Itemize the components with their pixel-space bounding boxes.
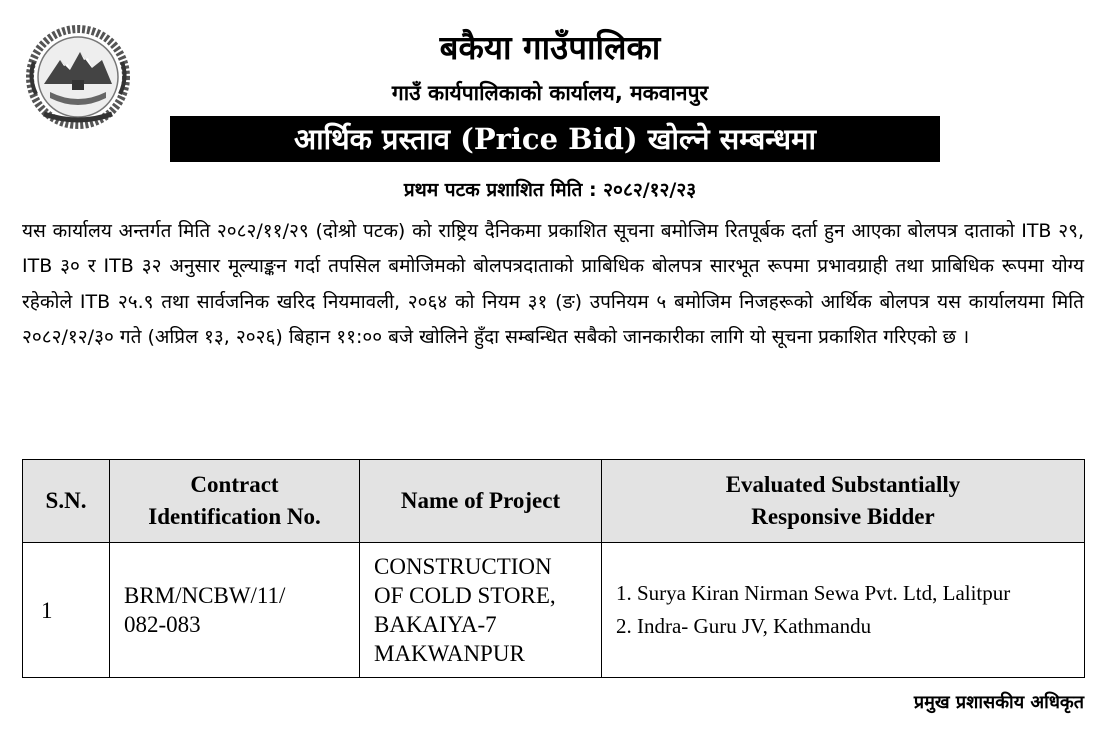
notice-title-banner: आर्थिक प्रस्ताव (Price Bid) खोल्ने सम्बन्धमा	[170, 116, 940, 162]
header-project: Name of Project	[360, 460, 602, 543]
office-name: गाउँ कार्यपालिकाको कार्यालय, मकवानपुर	[391, 81, 709, 105]
project-line: BAKAIYA-7	[374, 612, 497, 637]
cell-sn: 1	[23, 543, 110, 678]
table-header-row	[23, 460, 1085, 543]
nepal-emblem-icon	[20, 22, 136, 132]
header-contract-id	[110, 460, 360, 543]
project-line: MAKWANPUR	[374, 641, 525, 666]
header-sn: S.N.	[23, 460, 110, 543]
signature-designation: प्रमुख प्रशासकीय अधिकृत	[913, 692, 1084, 713]
header-contract-line1: Contract	[190, 472, 279, 497]
header-bidder-line2: Responsive Bidder	[751, 504, 935, 529]
project-line: CONSTRUCTION	[374, 554, 552, 579]
header-bidder	[602, 460, 1085, 543]
table-row	[23, 543, 1085, 678]
cell-bidders	[602, 543, 1085, 678]
cell-contract-id	[110, 543, 360, 678]
project-line: OF COLD STORE,	[374, 583, 556, 608]
first-published-date: प्रथम पटक प्रशाशित मिति : २०८२/१२/२३	[403, 179, 697, 201]
notice-body: यस कार्यालय अन्तर्गत मिति २०८२/११/२९ (दोश्रो पटक) को राष्ट्रिय दैनिकमा प्रकाशित सूचना बमोजिम रितपूर्बक दर्ता हुन आएका बोलपत्र दाताको ITB २९, ITB ३० र ITB ३२ अनुसार मूल्याङ्कन गर्दा तपसिल बमोजिमको बोलपत्रदाताको प्राबिधिक बोलपत्र सारभूत रूपमा प्रभावग्राही तथा प्राबिधिक रूपमा योग्य रहेकोले ITB २५.९ तथा सार्वजनिक खरिद नियमावली, २०६४ को नियम ३१ (ङ) उपनियम ५ बमोजिम निजहरूको आर्थिक बोलपत्र यस कार्यालयमा मिति २०८२/१२/३० गते (अप्रिल १३, २०२६) बिहान ११:०० बजे खोलिने हुँदा सम्बन्धित सबैको जानकारीका लागि यो सूचना प्रकाशित गरिएको छ ।	[22, 220, 1084, 349]
bidder-list	[616, 577, 1070, 643]
contract-id-line2: 082-083	[124, 612, 201, 637]
header-contract-line2: Identification No.	[148, 504, 321, 529]
header-bidder-line1: Evaluated Substantially	[725, 472, 961, 497]
list-item: 1. Surya Kiran Nirman Sewa Pvt. Ltd, Lalitpur	[616, 581, 1011, 605]
list-item: 2. Indra- Guru JV, Kathmandu	[616, 614, 872, 638]
bid-evaluation-table	[22, 459, 1085, 678]
contract-id-line1: BRM/NCBW/11/	[124, 583, 286, 608]
cell-project	[360, 543, 602, 678]
organization-name: बकैया गाउँपालिका	[439, 28, 661, 67]
